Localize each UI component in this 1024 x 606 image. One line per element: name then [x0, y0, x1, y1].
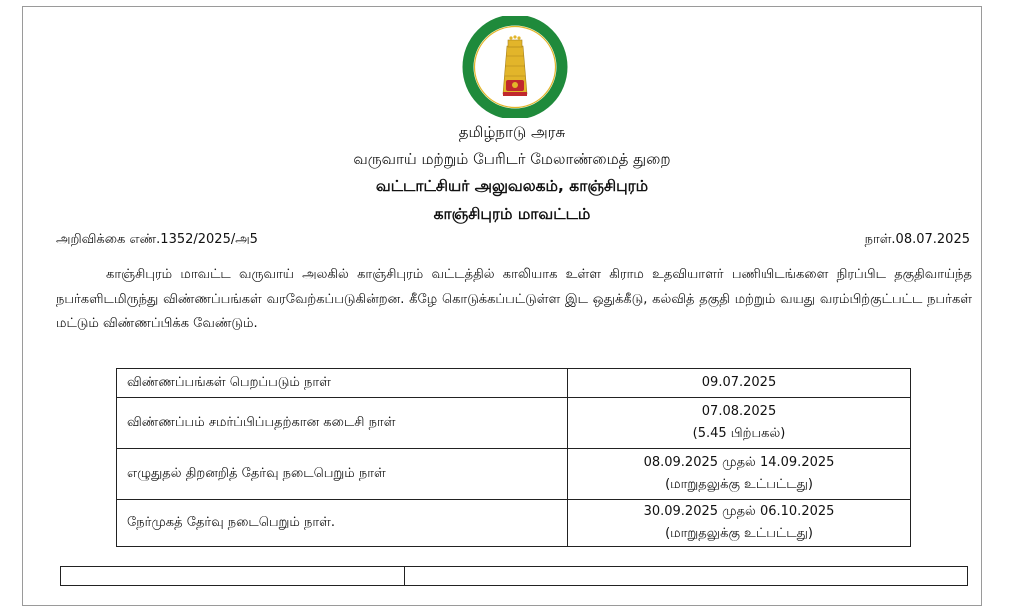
table-row: [117, 449, 911, 500]
schedule-date: 08.09.2025 முதல் 14.09.2025: [643, 455, 835, 470]
schedule-label: நேர்முகத் தேர்வு நடைபெறும் நாள்.: [117, 500, 568, 547]
column-divider: [404, 567, 405, 585]
schedule-label: விண்ணப்பங்கள் பெறப்படும் நாள்: [117, 369, 568, 398]
schedule-note: (மாறுதலுக்கு உட்பட்டது): [665, 477, 813, 492]
schedule-date: 30.09.2025 முதல் 06.10.2025: [643, 504, 835, 519]
office-title: வட்டாட்சியர் அலுவலகம், காஞ்சிபுரம்: [375, 177, 649, 195]
table-row: [117, 500, 911, 547]
table-row: [117, 369, 911, 398]
schedule-label: விண்ணப்பம் சமர்ப்பிப்பதற்கான கடைசி நாள்: [117, 398, 568, 449]
schedule-value: [568, 449, 911, 500]
schedule-table: [116, 368, 911, 547]
schedule-date: 07.08.2025: [701, 404, 777, 419]
notice-date: நாள்.08.07.2025: [864, 232, 970, 247]
schedule-date: 09.07.2025: [701, 375, 777, 390]
district-title: காஞ்சிபுரம் மாவட்டம்: [433, 205, 591, 223]
notice-body: காஞ்சிபுரம் மாவட்ட வருவாய் அலகில் காஞ்சிபுரம் வட்டத்தில் காலியாக உள்ள கிராம உதவியாளர் பணியிடங்களை நிரப்பிட தகுதிவாய்ந்த நபர்களிடமிருந்து விண்ணப்பங்கள் வரவேற்கப்படுகின்றன. கீழே கொடுக்கப்பட்டுள்ள இட ஒதுக்கீடு, கல்வித் தகுதி மற்றும் வயது வரம்பிற்குட்பட்ட நபர்கள் மட்டும் விண்ணப்பிக்க வேண்டும்.: [56, 267, 972, 331]
schedule-value: [568, 500, 911, 547]
tamil-nadu-emblem-icon: [456, 16, 574, 118]
schedule-note: (மாறுதலுக்கு உட்பட்டது): [665, 526, 813, 541]
table-row: [117, 398, 911, 449]
schedule-value: [568, 398, 911, 449]
next-table-top-edge: [60, 566, 968, 586]
department-title: வருவாய் மற்றும் பேரிடர் மேலாண்மைத் துறை: [353, 150, 671, 168]
notice-number: அறிவிக்கை எண்.1352/2025/அ5: [56, 232, 258, 247]
schedule-value: [568, 369, 911, 398]
government-title: தமிழ்நாடு அரசு: [458, 123, 566, 141]
schedule-label: எழுதுதல் திறனறித் தேர்வு நடைபெறும் நாள்: [117, 449, 568, 500]
schedule-note: (5.45 பிற்பகல்): [692, 426, 786, 441]
